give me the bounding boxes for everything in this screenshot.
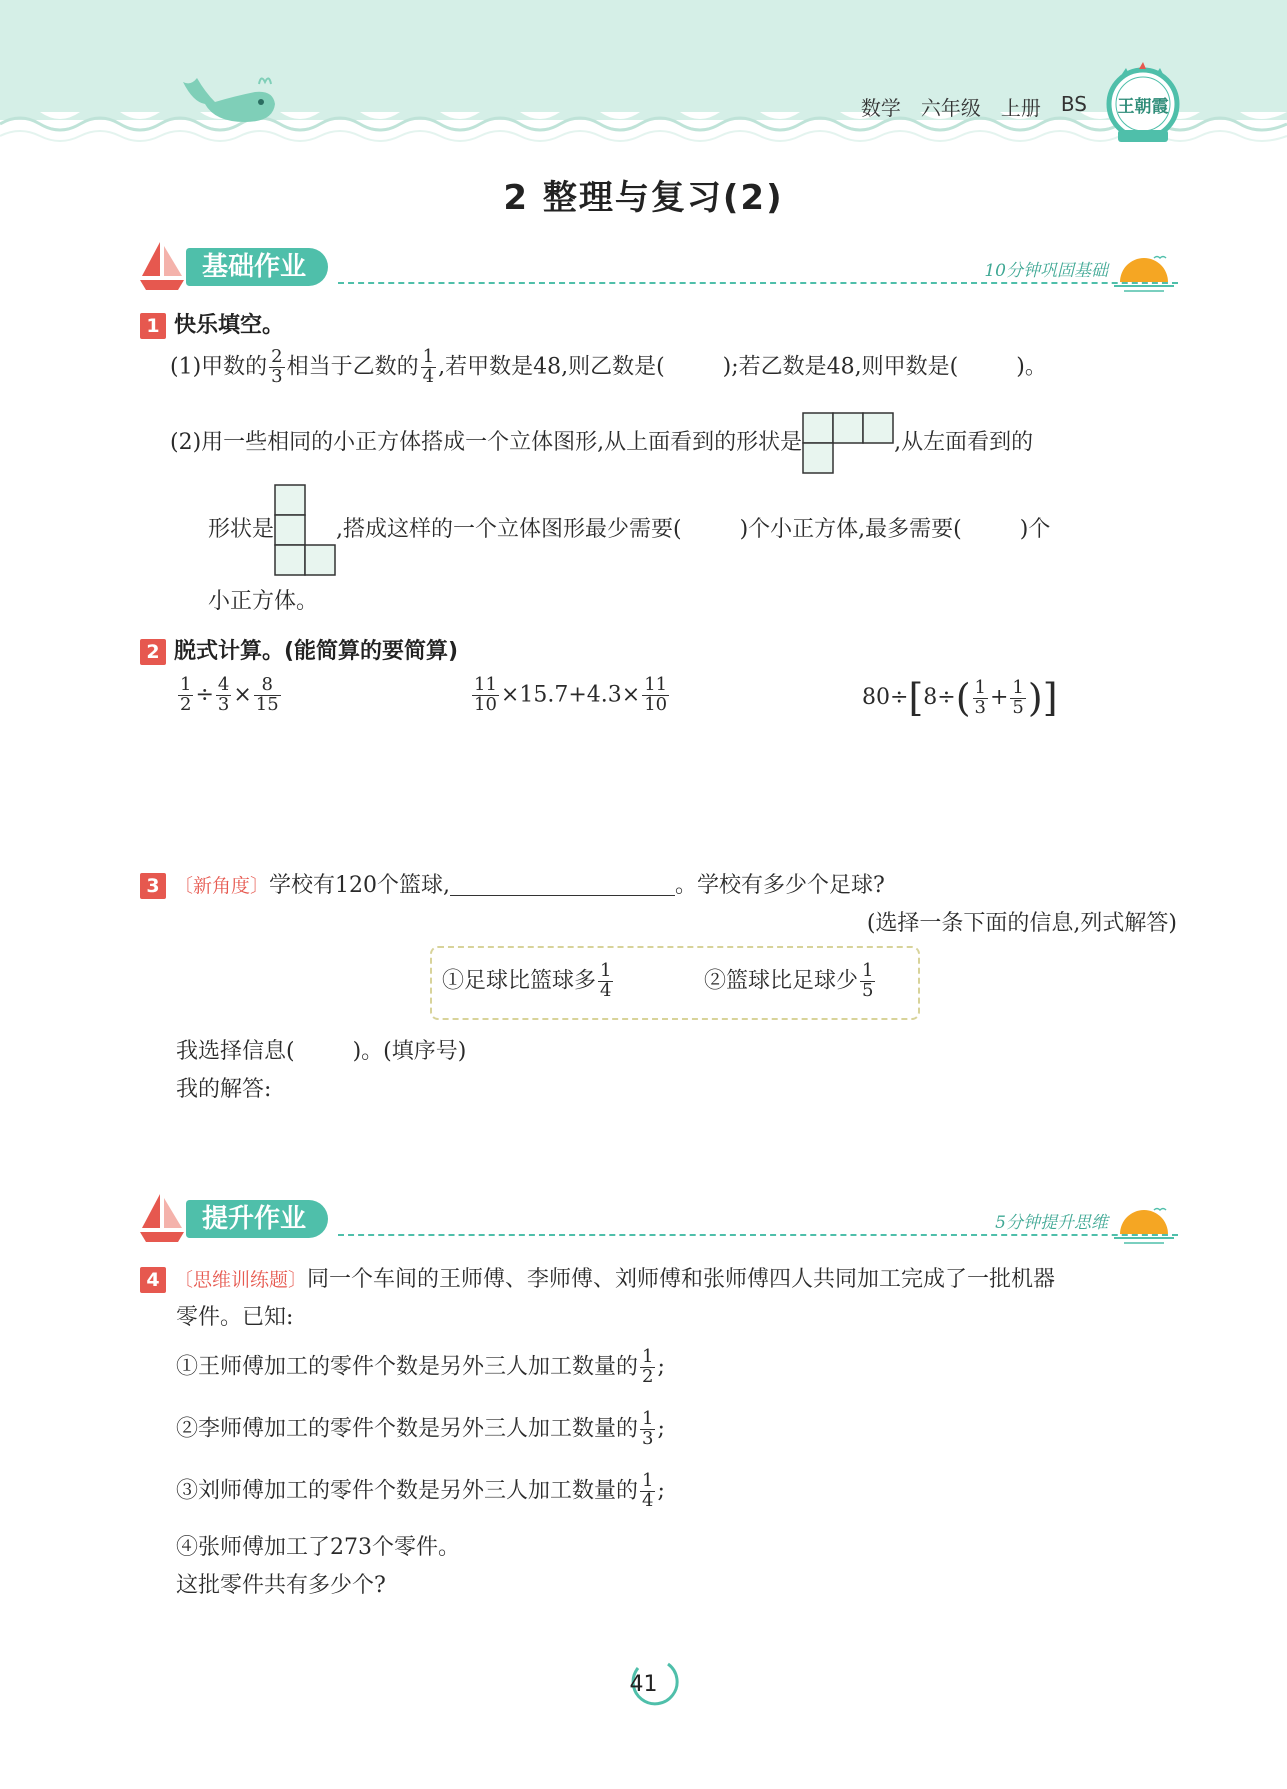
section-divider bbox=[338, 1234, 1178, 1236]
question-2-heading bbox=[140, 634, 458, 665]
volume-label: 上册 bbox=[1000, 96, 1041, 120]
brand-logo bbox=[1104, 58, 1182, 150]
section-label-advanced: 提升作业 bbox=[186, 1200, 328, 1238]
q1-text: )个小正方体,最多需要( bbox=[739, 517, 962, 542]
section-time-note: 10分钟巩固基础 bbox=[984, 261, 1108, 281]
condition-1: ①王师傅加工的零件个数是另外三人加工数量的 $\frac{1}{2}$ ; bbox=[176, 1346, 665, 1387]
book-info bbox=[861, 92, 1087, 121]
question-number-badge: 1 bbox=[140, 313, 166, 339]
q3-text: 。学校有多少个足球? bbox=[675, 873, 885, 898]
q3-text: 学校有120个篮球, bbox=[269, 873, 451, 898]
section-divider bbox=[338, 282, 1178, 284]
q1-part-2-line-2 bbox=[208, 484, 1050, 576]
fraction: $\frac{1}{4}$ bbox=[422, 346, 435, 387]
option-1[interactable]: ①足球比篮球多 $\frac{1}{4}$ bbox=[442, 960, 612, 1001]
subject-label: 数学 bbox=[860, 96, 901, 120]
page-title: 2 整理与复习(2) bbox=[503, 178, 784, 218]
question-4-line-1 bbox=[140, 1262, 1055, 1293]
question-number-badge: 3 bbox=[140, 873, 166, 899]
condition-3: ③刘师傅加工的零件个数是另外三人加工数量的 $\frac{1}{4}$ ; bbox=[176, 1470, 665, 1511]
sailboat-icon bbox=[138, 1190, 186, 1244]
section-banner-advanced bbox=[138, 1196, 1178, 1246]
section-time-note: 5分钟提升思维 bbox=[995, 1213, 1108, 1233]
question-3-line-1 bbox=[140, 868, 885, 899]
option-2[interactable]: ②篮球比足球少 $\frac{1}{5}$ bbox=[704, 960, 874, 1001]
question-number-badge: 4 bbox=[140, 1267, 166, 1293]
left-view-figure bbox=[274, 484, 336, 576]
header-band bbox=[0, 0, 1287, 160]
q3-choice-line: 我选择信息( )。(填序号) bbox=[176, 1039, 467, 1064]
grade-label: 六年级 bbox=[920, 96, 981, 120]
question-tag: 〔思维训练题〕 bbox=[174, 1269, 308, 1291]
section-label-basic: 基础作业 bbox=[186, 248, 328, 286]
svg-text:王朝霞: 王朝霞 bbox=[1117, 97, 1169, 117]
q4-text: 同一个车间的王师傅、李师傅、刘师傅和张师傅四人共同加工完成了一批机器 bbox=[307, 1267, 1056, 1292]
q4-question: 这批零件共有多少个? bbox=[176, 1573, 386, 1598]
q1-part-2-line-3: 小正方体。 bbox=[208, 589, 319, 614]
q1-text: );若乙数是48,则甲数是( bbox=[722, 354, 959, 380]
section-banner-basic bbox=[138, 244, 1178, 294]
expression-3: 80÷[8÷( $\frac{1}{3}$ + $\frac{1}{5}$ )] bbox=[862, 676, 1058, 720]
q1-part-2-line-1 bbox=[170, 412, 1033, 474]
question-1-title: 快乐填空。 bbox=[174, 313, 285, 338]
question-2-title: 脱式计算。(能简算的要简算) bbox=[174, 639, 459, 664]
q3-answer-area[interactable] bbox=[176, 1104, 1176, 1184]
question-number-badge: 2 bbox=[140, 639, 166, 665]
q3-answer-label: 我的解答: bbox=[176, 1077, 272, 1102]
q1-text: ,从左面看到的 bbox=[894, 430, 1034, 455]
condition-blank[interactable] bbox=[450, 874, 675, 896]
sunset-icon bbox=[1114, 250, 1174, 294]
question-tag: 〔新角度〕 bbox=[174, 875, 270, 897]
q1-text: (2)用一些相同的小正方体搭成一个立体图形,从上面看到的形状是 bbox=[170, 430, 803, 455]
expression-1: $\frac{1}{2}$ ÷ $\frac{4}{3}$ × $\frac{8}{15}$ bbox=[180, 674, 279, 715]
expression-2: $\frac{11}{10}$ ×15.7+4.3× $\frac{11}{10}$ bbox=[474, 674, 668, 715]
q1-text: ,若甲数是48,则乙数是( bbox=[438, 354, 665, 380]
q1-text: )。 bbox=[1016, 354, 1047, 380]
q1-part-1 bbox=[170, 348, 1047, 387]
condition-4: ④张师傅加工了273个零件。 bbox=[176, 1535, 460, 1560]
whale-icon bbox=[175, 72, 285, 132]
top-view-figure bbox=[802, 412, 894, 474]
question-1-heading bbox=[140, 308, 284, 339]
q1-text: 形状是 bbox=[208, 517, 275, 542]
question-4-line-2: 零件。已知: bbox=[176, 1305, 294, 1330]
sunset-icon bbox=[1114, 1202, 1174, 1246]
q1-text: )个 bbox=[1019, 517, 1051, 542]
page-number: 41 bbox=[629, 1672, 658, 1697]
edition-label: BS bbox=[1060, 92, 1087, 116]
sailboat-icon bbox=[138, 238, 186, 292]
q3-hint: (选择一条下面的信息,列式解答) bbox=[866, 911, 1177, 936]
condition-2: ②李师傅加工的零件个数是另外三人加工数量的 $\frac{1}{3}$ ; bbox=[176, 1408, 665, 1449]
q1-text: ,搭成这样的一个立体图形最少需要( bbox=[336, 517, 682, 542]
info-options-box bbox=[430, 946, 920, 1020]
q1-text: (1)甲数的 bbox=[170, 354, 268, 380]
fraction: $\frac{2}{3}$ bbox=[271, 346, 283, 387]
q1-text: 相当于乙数的 bbox=[286, 354, 419, 380]
